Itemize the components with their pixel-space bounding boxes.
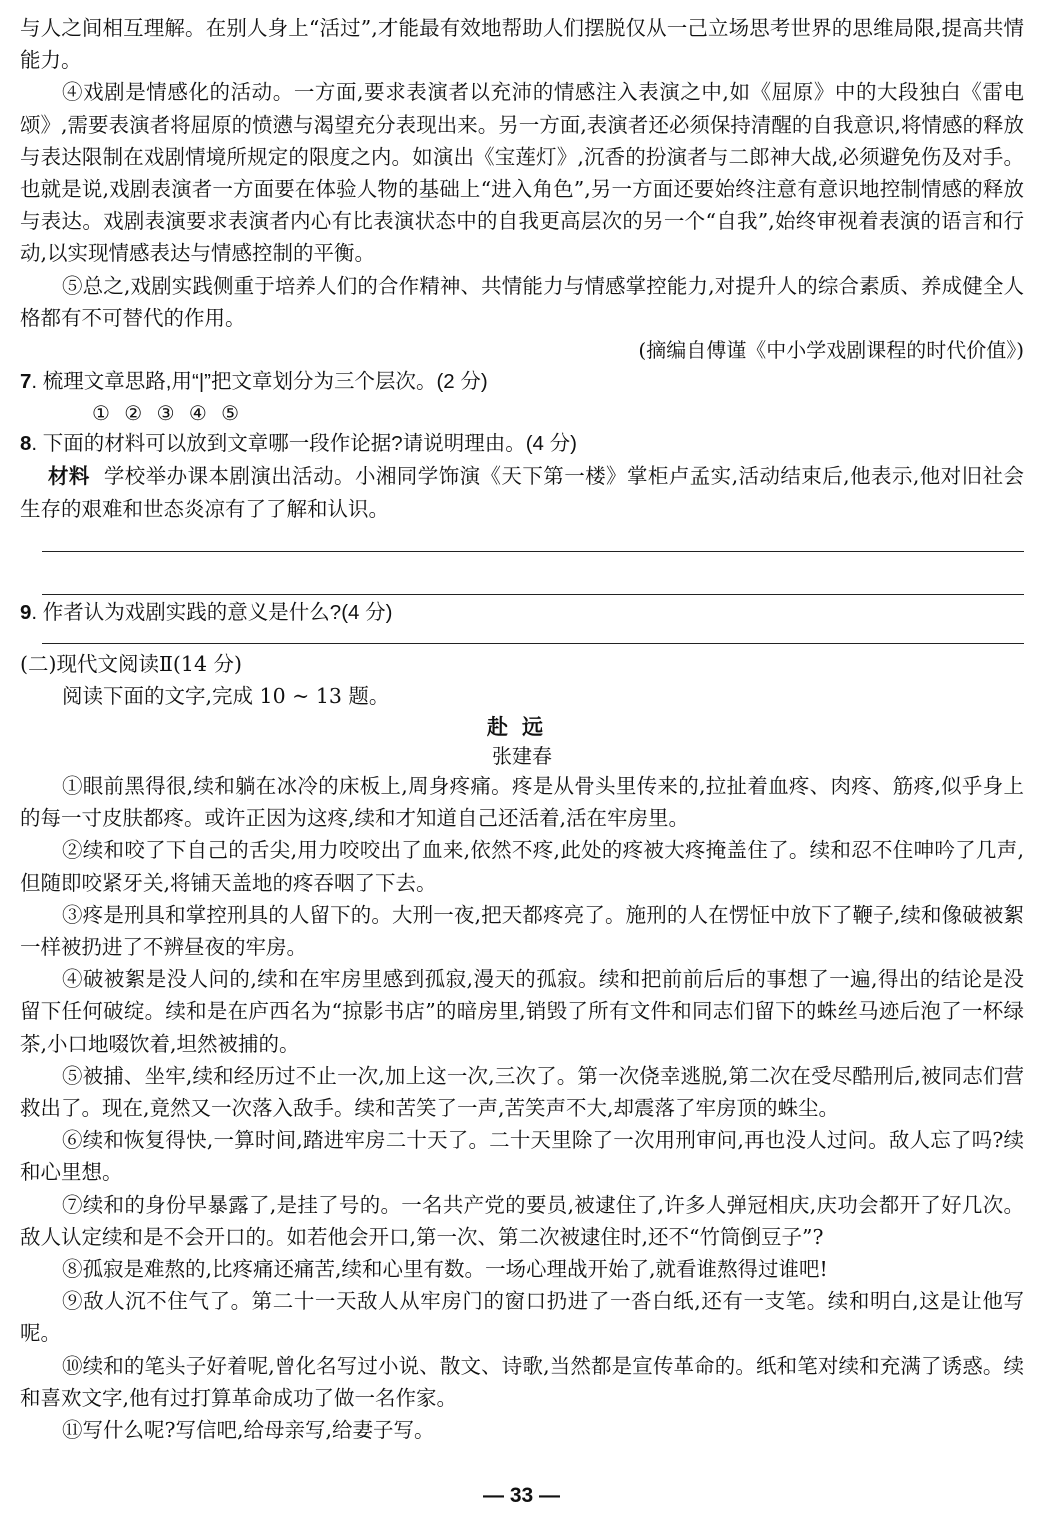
question-9 [20, 597, 1024, 629]
question-8-text: . 下面的材料可以放到文章哪一段作论据?请说明理由。(4 分) [31, 432, 577, 456]
story-paragraph: ①眼前黑得很,续和躺在冰冷的床板上,周身疼痛。疼是从骨头里传来的,拉扯着血疼、肉疼、筋疼,似乎身上的每一寸皮肤都疼。或许正因为这疼,续和才知道自己还活着,活在牢房里。 [20, 774, 1024, 831]
material-text: 学校举办课本剧演出活动。小湘同学饰演《天下第一楼》掌柜卢孟实,活动结束后,他表示,他对旧社会生存的艰难和世态炎凉有了了解和认识。 [20, 464, 1025, 522]
story-paragraph: ⑪写什么呢?写信吧,给母亲写,给妻子写。 [62, 1418, 435, 1443]
story-paragraph: ⑥续和恢复得快,一算时间,踏进牢房二十天了。二十天里除了一次用刑审问,再也没人过问。敌人忘了吗?续和心里想。 [20, 1128, 1024, 1185]
story-paragraph: ⑨敌人沉不住气了。第二十一天敌人从牢房门的窗口扔进了一沓白纸,还有一支笔。续和明白,这是让他写呢。 [20, 1289, 1024, 1346]
paragraph-5: ⑤总之,戏剧实践侧重于培养人们的合作精神、共情能力与情感掌控能力,对提升人的综合素质、养成健全人格都有不可替代的作用。 [20, 273, 1024, 330]
question-9-text: . 作者认为戏剧实践的意义是什么?(4 分) [31, 601, 393, 625]
story-paragraph: ②续和咬了下自己的舌尖,用力咬咬出了血来,依然不疼,此处的疼被大疼掩盖住了。续和忍不住呻吟了几声,但随即咬紧牙关,将铺天盖地的疼吞咽了下去。 [20, 838, 1024, 895]
story-paragraph: ③疼是刑具和掌控刑具的人留下的。大刑一夜,把天都疼亮了。施刑的人在愣怔中放下了鞭子,续和像破被絮一样被扔进了不辨昼夜的牢房。 [20, 902, 1024, 960]
source-citation: (摘编自傅谨《中小学戏剧课程的时代价值》) [638, 338, 1024, 363]
question-8 [20, 428, 1024, 460]
story-paragraph: ⑦续和的身份早暴露了,是挂了号的。一名共产党的要员,被逮住了,许多人弹冠相庆,庆功会都开了好几次。敌人认定续和是不会开口的。如若他会开口,第一次、第二次被逮住时,还不“竹筒倒豆子”? [20, 1192, 1024, 1249]
section-2-instruction: 阅读下面的文字,完成 10 ~ 13 题。 [62, 684, 390, 709]
question-7-number: 7 [20, 370, 32, 394]
question-7-options: ① ② ③ ④ ⑤ [92, 401, 244, 426]
question-9-number: 9 [20, 601, 32, 625]
section-2-heading: (二)现代文阅读Ⅱ(14 分) [20, 652, 243, 677]
material-tag: 材料 [48, 465, 90, 489]
story-title: 赴远 [487, 715, 557, 740]
story-paragraph: ⑩续和的笔头子好着呢,曾化名写过小说、散文、诗歌,当然都是宣传革命的。纸和笔对续和充满了诱惑。续和喜欢文字,他有过打算革命成功了做一名作家。 [20, 1353, 1024, 1410]
question-8-material [20, 460, 1024, 525]
paragraph-4: ④戏剧是情感化的活动。一方面,要求表演者以充沛的情感注入表演之中,如《屈原》中的大段独白《雷电颂》,需要表演者将屈原的愤懑与渴望充分表现出来。另一方面,表演者还必须保持清醒的自我意识,将情感的释放与表达限制在戏剧情境所规定的限度之内。如演出《宝莲灯》,沉香的扮演者与二郎神大战,必须避免伤及对手。也就是说,戏剧表演者一方面要在体验人物的基础上“进入角色”,另一方面还要始终注意有意识地控制情感的释放与表达。戏剧表演要求表演者内心有比表演状态中的自我更高层次的另一个“自我”,始终审视着表演的语言和行动,以实现情感表达与情感控制的平衡。 [20, 80, 1024, 266]
question-7-text: . 梳理文章思路,用“|”把文章划分为三个层次。(2 分) [31, 370, 488, 394]
paragraph-continuation: 与人之间相互理解。在别人身上“活过”,才能最有效地帮助人们摆脱仅从一己立场思考世界的思维局限,提高共情能力。 [20, 16, 1024, 73]
story-paragraph: ④破被絮是没人问的,续和在牢房里感到孤寂,漫天的孤寂。续和把前前后后的事想了一遍,得出的结论是没留下任何破绽。续和是在庐西名为“掠影书店”的暗房里,销毁了所有文件和同志们留下的蛛丝马迹后泡了一杯绿茶,小口地啜饮着,坦然被捕的。 [20, 967, 1024, 1056]
story-paragraph: ⑤被捕、坐牢,续和经历过不止一次,加上这一次,三次了。第一次侥幸逃脱,第二次在受尽酷刑后,被同志们营救出了。现在,竟然又一次落入敌手。续和苦笑了一声,苦笑声不大,却震落了牢房顶的蛛尘。 [20, 1063, 1024, 1121]
story-author: 张建春 [492, 744, 552, 769]
question-8-number: 8 [20, 432, 32, 456]
question-7 [20, 366, 1024, 398]
story-paragraph: ⑧孤寂是难熬的,比疼痛还痛苦,续和心里有数。一场心理战开始了,就看谁熬得过谁吧! [62, 1257, 828, 1282]
exam-page [20, 12, 1024, 1446]
page-number: — 33 — [482, 1484, 561, 1507]
